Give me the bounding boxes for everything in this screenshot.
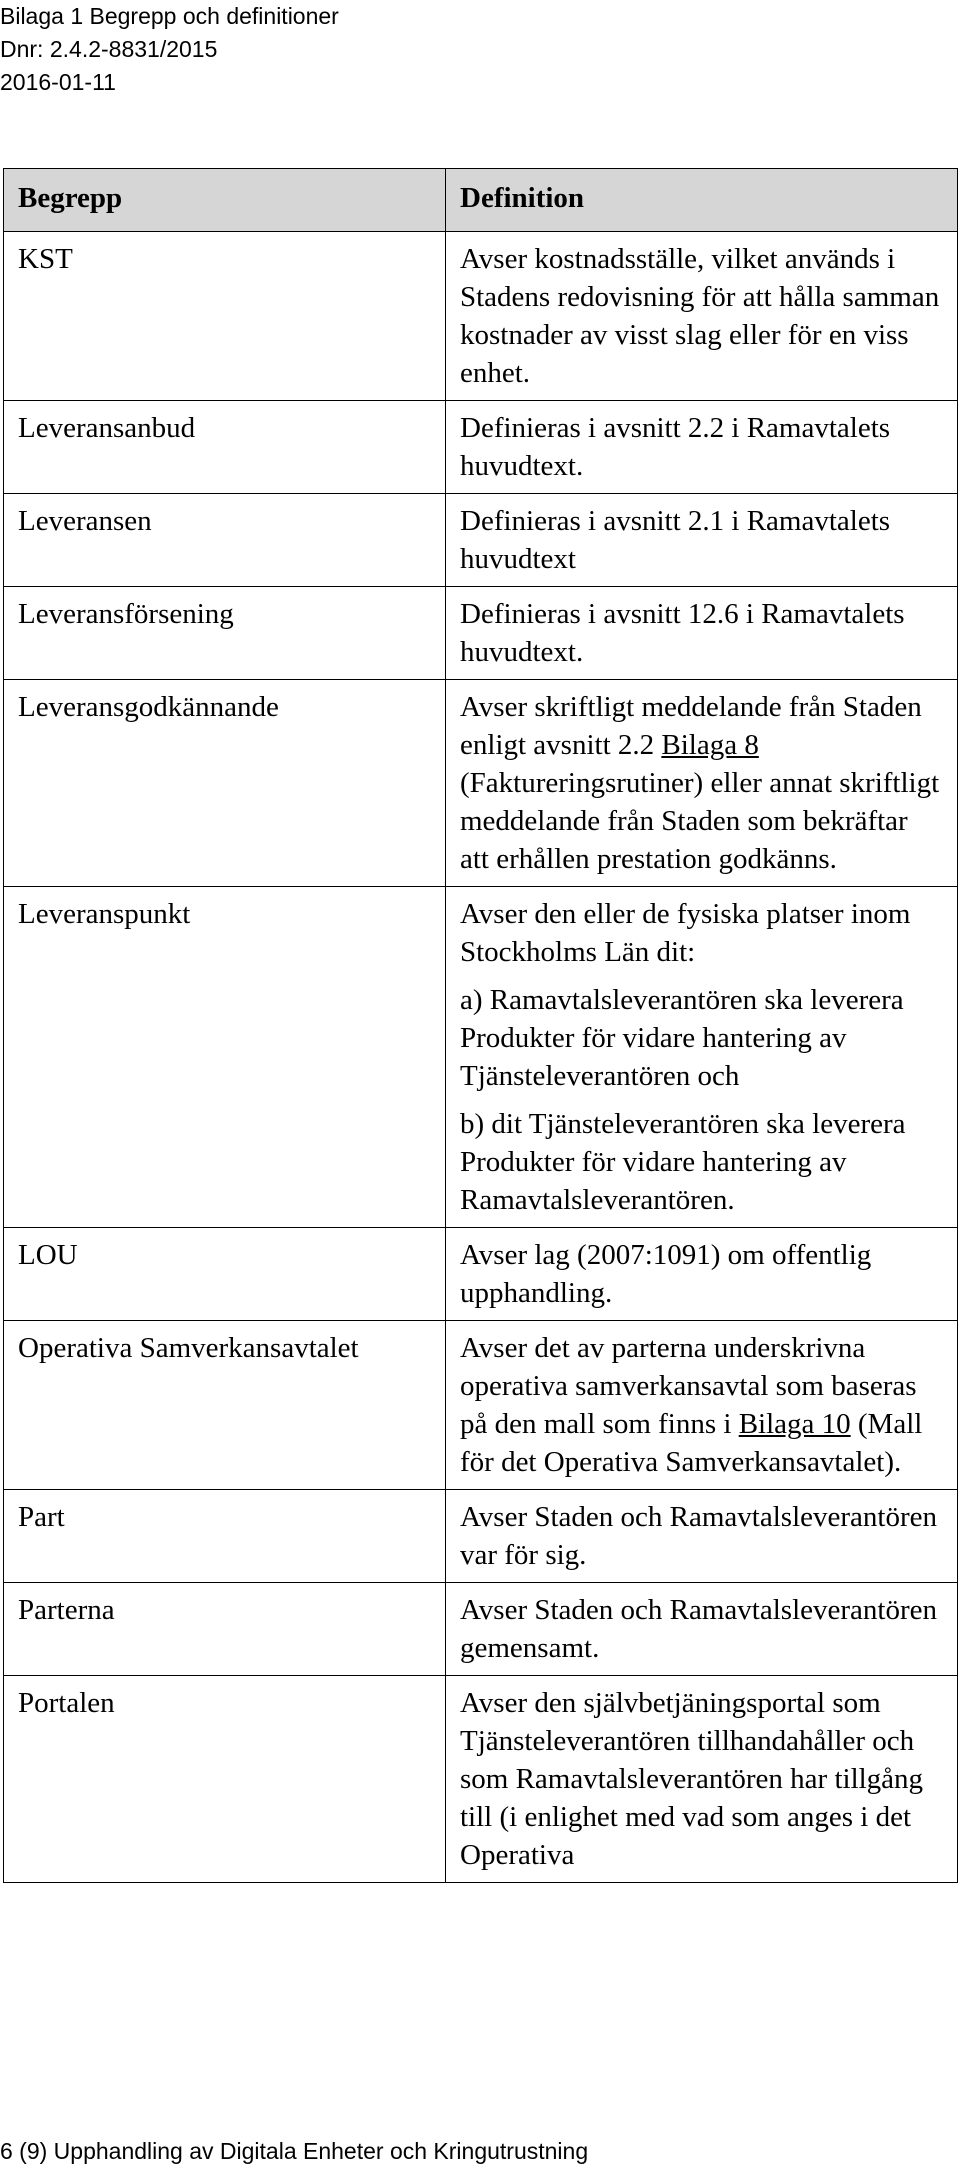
document-header xyxy=(0,0,339,99)
definition-cell xyxy=(446,887,958,1228)
term-cell: Leveransanbud xyxy=(4,401,446,494)
term-cell: Leveranspunkt xyxy=(4,887,446,1228)
definition-cell: Avser kostnadsställe, vilket används i Stadens redovisning för att hålla samman kostnader av visst slag eller för en viss enhet. xyxy=(446,232,958,401)
definition-cell: Avser Staden och Ramavtalsleverantören var för sig. xyxy=(446,1490,958,1583)
definitions-table xyxy=(3,168,958,1883)
column-header-definition: Definition xyxy=(446,169,958,232)
header-dnr: Dnr: 2.4.2-8831/2015 xyxy=(0,36,218,62)
definition-text: (Mall för det Operativa Samverkansavtalet). xyxy=(460,1408,923,1478)
definition-paragraph: b) dit Tjänsteleverantören ska leverera Produkter för vidare hantering av Ramavtalsleverantören. xyxy=(460,1108,906,1216)
term-cell: Parterna xyxy=(4,1583,446,1676)
definition-paragraph: Avser den eller de fysiska platser inom Stockholms Län dit: xyxy=(460,898,911,968)
definition-cell: Avser lag (2007:1091) om offentlig upphandling. xyxy=(446,1228,958,1321)
term-cell: LOU xyxy=(4,1228,446,1321)
definition-cell: Definieras i avsnitt 2.1 i Ramavtalets huvudtext xyxy=(446,494,958,587)
definition-cell: Avser den självbetjäningsportal som Tjänsteleverantören tillhandahåller och som Ramavtalsleverantören har tillgång till (i enlighet med vad som anges i det Operativa xyxy=(446,1676,958,1883)
table-row xyxy=(4,1490,958,1583)
definition-cell xyxy=(446,1321,958,1490)
definition-paragraph: a) Ramavtalsleverantören ska leverera Produkter för vidare hantering av Tjänsteleverantören och xyxy=(460,984,904,1092)
bilaga-8-link[interactable]: Bilaga 8 xyxy=(661,729,759,761)
definition-text: Avser det av parterna underskrivna operativa samverkansavtal som baseras på den mall som finns i xyxy=(460,1332,917,1440)
table-row xyxy=(4,1676,958,1883)
table-row xyxy=(4,887,958,1228)
term-cell: Leveransförsening xyxy=(4,587,446,680)
table-row xyxy=(4,232,958,401)
table-row xyxy=(4,1228,958,1321)
bilaga-10-link[interactable]: Bilaga 10 xyxy=(738,1408,851,1440)
term-cell: Portalen xyxy=(4,1676,446,1883)
term-cell: KST xyxy=(4,232,446,401)
definition-cell: Avser Staden och Ramavtalsleverantören gemensamt. xyxy=(446,1583,958,1676)
table-row xyxy=(4,1321,958,1490)
column-header-term: Begrepp xyxy=(4,169,446,232)
page-footer: 6 (9) Upphandling av Digitala Enheter och Kringutrustning xyxy=(0,2138,589,2164)
term-cell: Leveransgodkännande xyxy=(4,680,446,887)
definition-text: Avser skriftligt meddelande från Staden enligt avsnitt 2.2 xyxy=(460,691,922,761)
table-row xyxy=(4,587,958,680)
table-row xyxy=(4,494,958,587)
term-cell: Part xyxy=(4,1490,446,1583)
definition-text: (Faktureringsrutiner) eller annat skriftligt meddelande från Staden som bekräftar att erhållen prestation godkänns. xyxy=(460,767,940,875)
definition-cell: Definieras i avsnitt 12.6 i Ramavtalets huvudtext. xyxy=(446,587,958,680)
header-date: 2016-01-11 xyxy=(0,69,116,95)
table-row xyxy=(4,401,958,494)
table-row xyxy=(4,1583,958,1676)
definition-cell xyxy=(446,680,958,887)
header-title: Bilaga 1 Begrepp och definitioner xyxy=(0,3,339,29)
definition-cell: Definieras i avsnitt 2.2 i Ramavtalets huvudtext. xyxy=(446,401,958,494)
term-cell: Operativa Samverkansavtalet xyxy=(4,1321,446,1490)
table-header-row xyxy=(4,169,958,232)
table-row xyxy=(4,680,958,887)
term-cell: Leveransen xyxy=(4,494,446,587)
